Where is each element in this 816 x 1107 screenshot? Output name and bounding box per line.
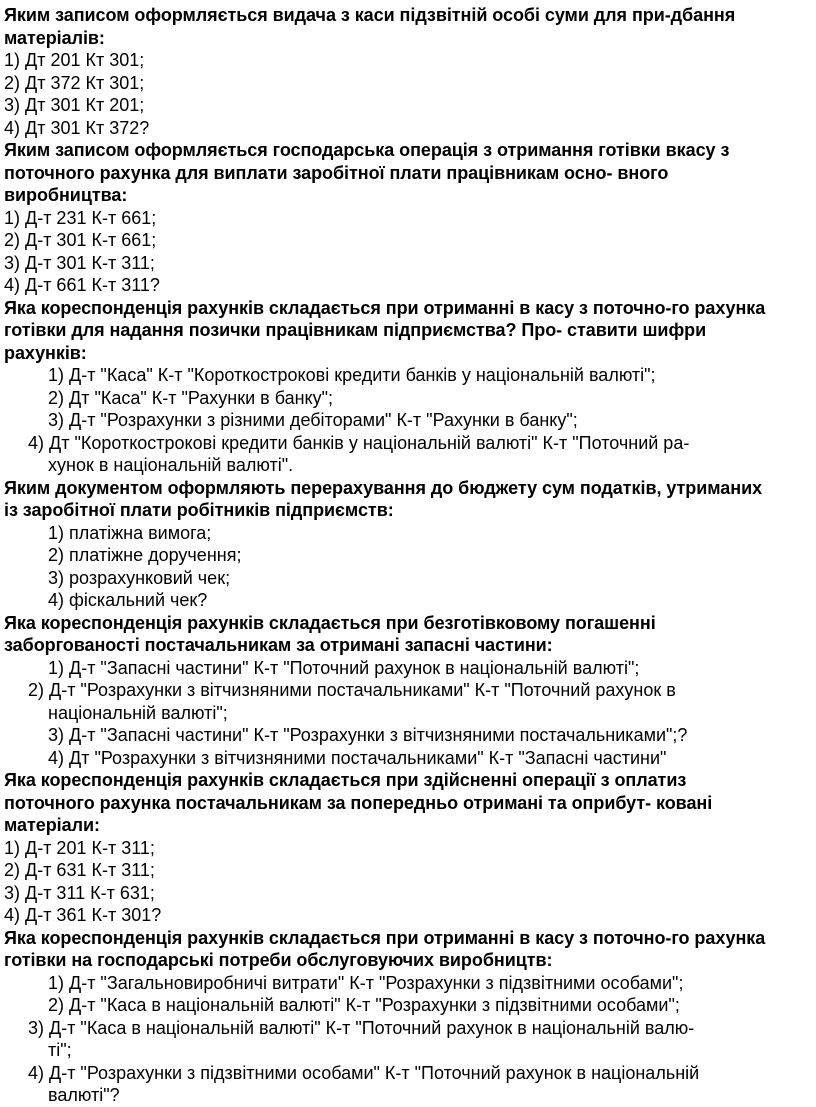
question-block-1 bbox=[0, 4, 816, 139]
answer-option-continuation: ті"; bbox=[48, 1040, 72, 1060]
answer-option: 1) Д-т "Каса" К-т "Короткострокові кредити банків у національній валюті"; bbox=[48, 365, 656, 385]
answer-option-continuation: національній валюті"; bbox=[48, 702, 228, 723]
answer-option: 1) Д-т "Загальновиробничі витрати" К-т "Розрахунки з підзвітними особами"; bbox=[48, 972, 684, 993]
question-text: Яка кореспонденція рахунків складається при безготівковому погашенні заборгованості постачальникам за отримані запасні частини: bbox=[4, 612, 656, 655]
answer-option: 4) Дт "Короткострокові кредити банків у національній валюті" К-т "Поточний ра- bbox=[28, 432, 690, 453]
question-text: Яка кореспонденція рахунків складається при отриманні в касу з поточно-го рахунка готівки на господарські потреби обслуговуючих виробництв: bbox=[4, 927, 766, 970]
answer-option: 4) фіскальний чек? bbox=[48, 590, 208, 610]
question-text: Яким записом оформляється видача з каси підзвітній особі суми для при-дбання матеріалів: bbox=[4, 5, 736, 48]
answer-option: 2) Д-т 301 К-т 661; bbox=[4, 230, 157, 250]
answer-option: 2) Д-т "Каса в національній валюті" К-т "Розрахунки з підзвітними особами"; bbox=[48, 995, 680, 1015]
answer-option: 2) Дт "Каса" К-т "Рахунки в банку"; bbox=[48, 387, 334, 408]
question-text: Яка кореспонденція рахунків складається при отриманні в касу з поточно-го рахунка готівки для надання позички працівникам підприємства? Про- ставити шифри рахунків: bbox=[4, 297, 766, 363]
question-text: Яким документом оформляють перерахування до бюджету сум податків, утриманих із заробітної плати робітників підприємств: bbox=[4, 477, 763, 520]
question-block-7 bbox=[0, 927, 816, 1107]
answer-options bbox=[0, 207, 816, 297]
answer-option: 3) Д-т "Розрахунки з різними дебіторами" К-т "Рахунки в банку"; bbox=[48, 410, 578, 430]
question-block-4 bbox=[0, 477, 816, 612]
answer-option: 2) Д-т "Розрахунки з вітчизняними постачальниками" К-т "Поточний рахунок в bbox=[28, 680, 676, 700]
answer-option: 1) платіжна вимога; bbox=[48, 522, 212, 543]
question-block-3 bbox=[0, 297, 816, 477]
question-block-2 bbox=[0, 139, 816, 297]
answer-option: 3) розрахунковий чек; bbox=[48, 567, 231, 588]
answer-option-continuation: хунок в національній валюті". bbox=[48, 455, 294, 475]
answer-options bbox=[0, 364, 816, 477]
answer-options bbox=[0, 522, 816, 612]
answer-option: 4) Дт 301 Кт 372? bbox=[4, 117, 150, 138]
answer-option: 3) Д-т 301 К-т 311; bbox=[4, 252, 155, 273]
answer-option: 1) Дт 201 Кт 301; bbox=[4, 50, 145, 70]
answer-option: 2) Д-т 631 К-т 311; bbox=[4, 860, 155, 880]
answer-option: 4) Дт "Розрахунки з вітчизняними постачальниками" К-т "Запасні частини" bbox=[48, 747, 667, 768]
question-text: Яка кореспонденція рахунків складається при здійсненні операції з оплатиз поточного рахунка постачальникам за попередньо отримані та оприбут- ковані матеріали: bbox=[4, 770, 713, 835]
answer-option: 2) Дт 372 Кт 301; bbox=[4, 72, 145, 93]
answer-option: 4) Д-т "Розрахунки з підзвітними особами" К-т "Поточний рахунок в національній bbox=[28, 1062, 700, 1083]
question-block-6 bbox=[0, 769, 816, 927]
question-block-5 bbox=[0, 612, 816, 770]
answer-option: 1) Д-т 231 К-т 661; bbox=[4, 207, 157, 228]
answer-option: 3) Д-т "Запасні частини" К-т "Розрахунки з вітчизняними постачальниками";? bbox=[48, 725, 688, 745]
answer-option: 1) Д-т 201 К-т 311; bbox=[4, 837, 155, 858]
answer-option: 4) Д-т 661 К-т 311? bbox=[4, 275, 160, 295]
answer-options bbox=[0, 657, 816, 770]
answer-option: 4) Д-т 361 К-т 301? bbox=[4, 905, 162, 925]
answer-option: 3) Д-т 311 К-т 631; bbox=[4, 882, 155, 903]
question-text: Яким записом оформляється господарська операція з отримання готівки вкасу з поточного рахунка для виплати заробітної плати працівникам осно- вного виробництва: bbox=[4, 140, 730, 205]
answer-option: 2) платіжне доручення; bbox=[48, 545, 242, 565]
answer-option: 3) Дт 301 Кт 201; bbox=[4, 95, 145, 115]
answer-options bbox=[0, 837, 816, 927]
answer-options bbox=[0, 972, 816, 1107]
answer-option: 1) Д-т "Запасні частини" К-т "Поточний рахунок в національній валюті"; bbox=[48, 657, 640, 678]
answer-option-continuation: валюті"? bbox=[48, 1085, 120, 1105]
answer-options bbox=[0, 49, 816, 139]
answer-option: 3) Д-т "Каса в національній валюті" К-т "Поточний рахунок в національній валю- bbox=[28, 1017, 695, 1038]
